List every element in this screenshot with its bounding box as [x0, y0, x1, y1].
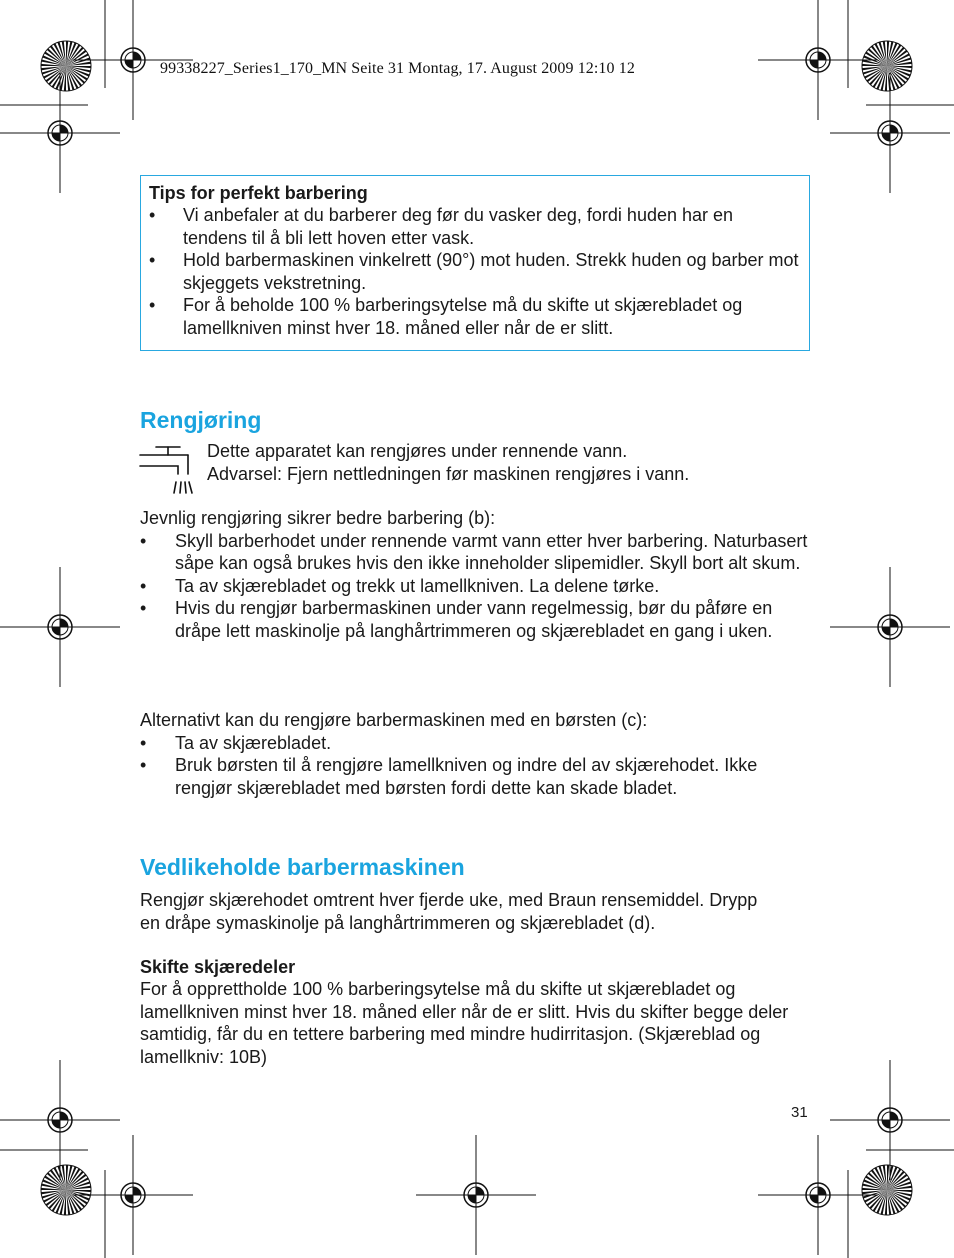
brush-cleaning-section: [140, 709, 812, 799]
regular-cleaning-section: [140, 507, 812, 642]
bullet: •: [149, 205, 156, 225]
tip-text: For å beholde 100 % barberingsytelse må du skifte ut skjærebladet og lamellkniven minst hver 18. måned eller når de er slitt.: [183, 295, 743, 338]
list-item-text: Bruk børsten til å rengjøre lamellkniven og indre del av skjærehodet. Ikke rengjør skjærebladet med børsten fordi dette kan skade bladet.: [175, 755, 758, 798]
regular-cleaning-intro: Jevnlig rengjøring sikrer bedre barbering (b):: [140, 508, 496, 528]
cleaning-intro-line: Dette apparatet kan rengjøres under rennende vann.: [207, 441, 628, 461]
bullet: •: [140, 755, 147, 775]
regular-cleaning-list: [140, 530, 812, 643]
replace-parts-heading: Skifte skjæredeler: [140, 957, 296, 977]
list-item: [140, 575, 812, 598]
maintenance-heading: Vedlikeholde barbermaskinen: [140, 854, 465, 880]
bullet: •: [140, 530, 147, 551]
page-number: 31: [791, 1104, 808, 1121]
list-item: [140, 530, 812, 575]
list-item-text: Skyll barberhodet under rennende varmt vann etter hver barbering. Naturbasert såpe kan også brukes hvis den ikke inneholder slipemidler. Skyll bort alt skum.: [175, 530, 808, 573]
tip-text: Hold barbermaskinen vinkelrett (90°) mot huden. Strekk huden og barber mot skjeggets vekstretning.: [183, 250, 799, 293]
water-tap-icon: [138, 444, 196, 496]
replace-parts-paragraph: For å opprettholde 100 % barberingsytelse må du skifte ut skjærebladet og lamellkniven minst hver 18. måned eller når de er slitt. Hvis du skifter begge deler samtidig, får du en tettere barbering med mindre hudirritasjon. (Skjæreblad og lamellkniv: 10B): [140, 979, 789, 1067]
list-item: [140, 732, 812, 755]
list-item: [140, 597, 812, 642]
tips-list: [149, 204, 801, 339]
bullet: •: [140, 598, 147, 618]
list-item: [149, 249, 801, 294]
star-target-tr: [862, 41, 912, 91]
bullet: •: [140, 575, 147, 596]
list-item: [149, 294, 801, 339]
star-target-bl: [41, 1165, 91, 1215]
list-item-text: Ta av skjærebladet.: [175, 732, 332, 753]
tips-box: [140, 175, 810, 351]
brush-cleaning-intro: Alternativt kan du rengjøre barbermaskinen med en børsten (c):: [140, 710, 648, 730]
star-target-tl: [41, 41, 91, 91]
cleaning-heading: Rengjøring: [140, 407, 262, 433]
bullet: •: [149, 250, 156, 270]
maintenance-paragraph: Rengjør skjærehodet omtrent hver fjerde uke, med Braun rensemiddel. Drypp en dråpe symaskinolje på langhårtrimmeren og skjærebladet (d).: [140, 890, 758, 933]
list-item: [149, 204, 801, 249]
bullet: •: [140, 732, 147, 753]
star-target-br: [862, 1165, 912, 1215]
bullet: •: [149, 295, 156, 315]
tip-text: Vi anbefaler at du barberer deg før du vasker deg, fordi huden har en tendens til å bli lett hoven etter vask.: [183, 205, 734, 248]
list-item-text: Hvis du rengjør barbermaskinen under vann regelmessig, bør du påføre en dråpe lett maskinolje på langhårtrimmeren og skjærebladet en gang i uken.: [175, 598, 773, 641]
tips-title: Tips for perfekt barbering: [149, 183, 368, 203]
list-item-text: Ta av skjærebladet og trekk ut lamellkniven. La delene tørke.: [175, 575, 660, 596]
brush-cleaning-list: [140, 732, 812, 800]
cleaning-warning-line: Advarsel: Fjern nettledningen før maskinen rengjøres i vann.: [207, 463, 690, 484]
cleaning-intro: [207, 440, 689, 485]
slug-line: 99338227_Series1_170_MN Seite 31 Montag, 17. August 2009 12:10 12: [160, 60, 635, 77]
list-item: [140, 754, 812, 799]
